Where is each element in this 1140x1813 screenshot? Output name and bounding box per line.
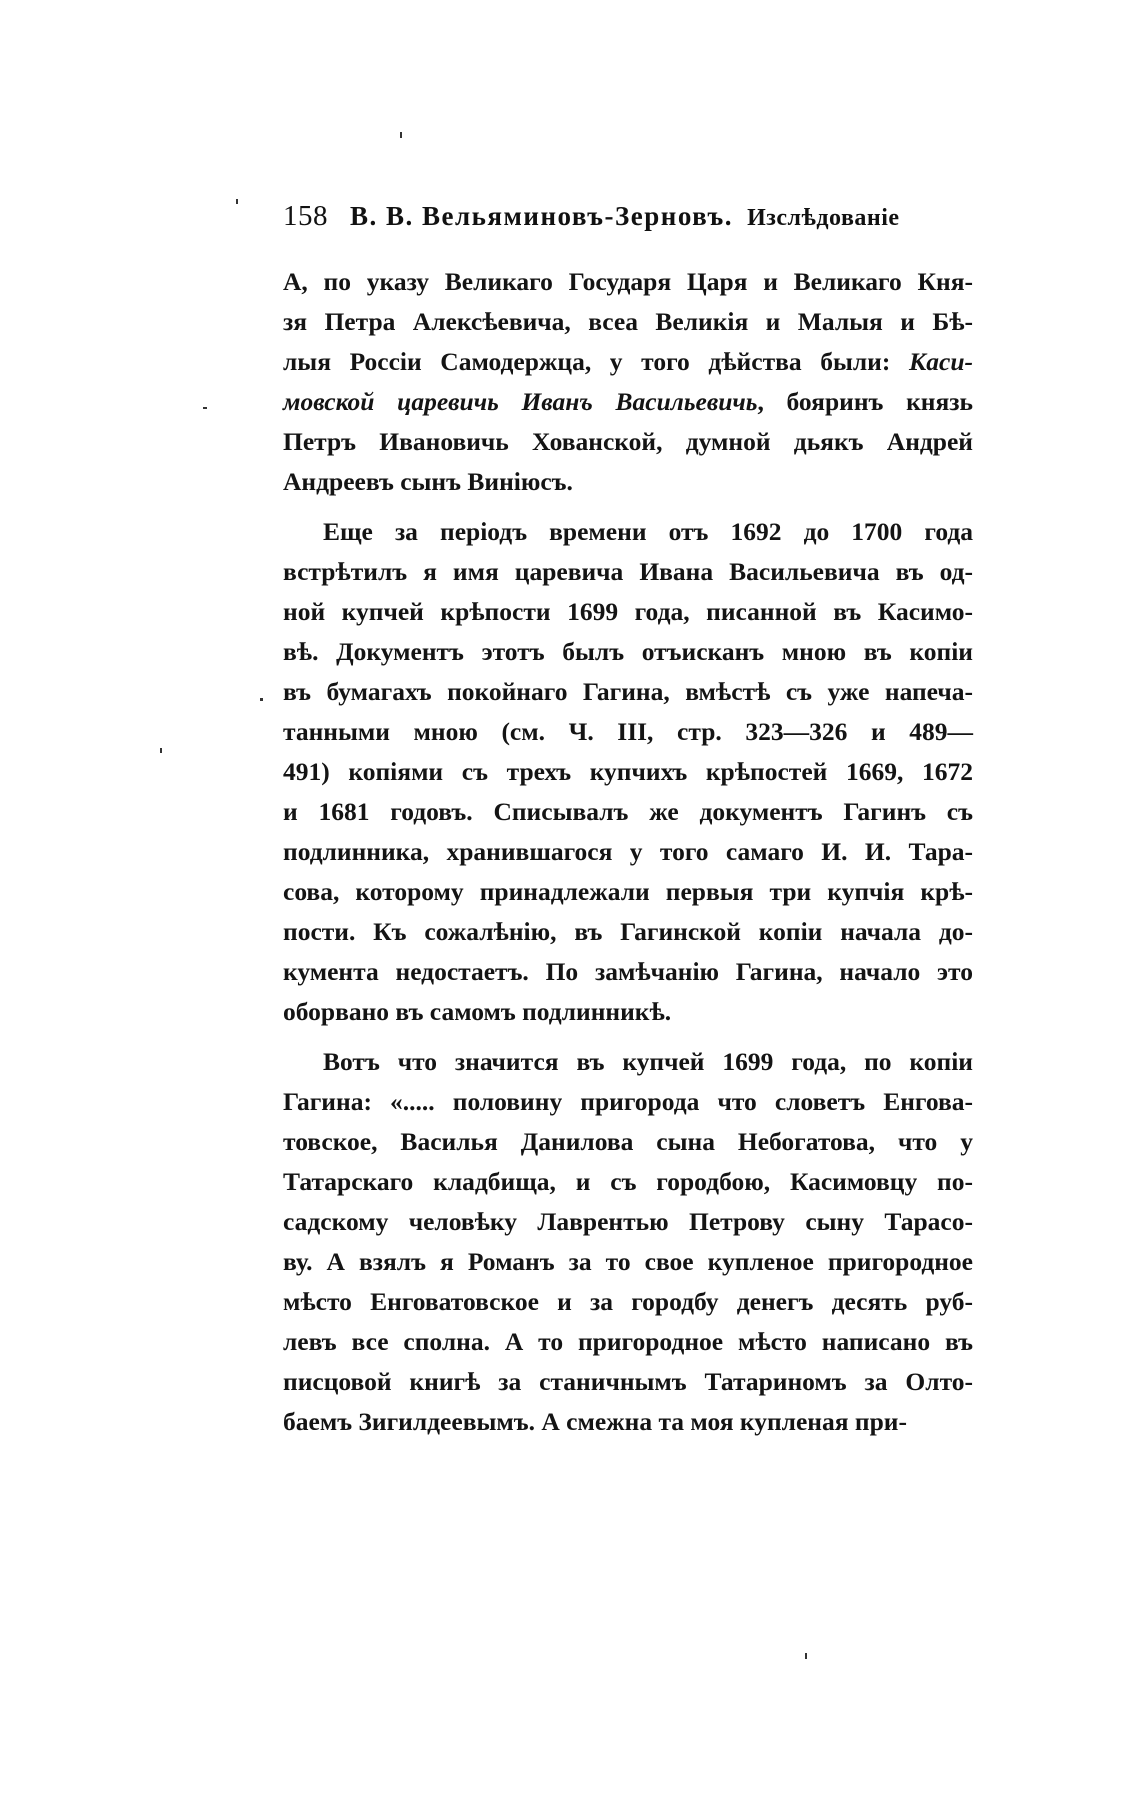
text-line: Еще за періодъ времени отъ 1692 до 1700 года (323, 517, 973, 546)
text-line: А, по указу Великаго Государя Царя и Великаго Кня- (283, 267, 973, 296)
running-head-title: Изслѣдованіе (747, 205, 900, 231)
text-line: въ бумагахъ покойнаго Гагина, вмѣстѣ съ уже напеча- (283, 677, 973, 706)
text-line (283, 382, 973, 422)
page-number: 158 (283, 200, 328, 232)
text-line: зя Петра Алексѣевича, всеа Великія и Малыя и Бѣ- (283, 307, 973, 336)
text-line: Вотъ что значится въ купчей 1699 года, по копіи (323, 1047, 973, 1076)
text-segment: , бояринъ князь (757, 387, 973, 416)
text-line: ной купчей крѣпости 1699 года, писанной въ Касимо- (283, 597, 973, 626)
text-line: товское, Василья Данилова сына Небогатова, что у (283, 1127, 973, 1156)
text-line: подлинника, хранившагося у того самаго И. И. Тара- (283, 837, 973, 866)
text-line: Татарскаго кладбища, и съ городбою, Касимовцу по- (283, 1167, 973, 1196)
scan-speck (160, 748, 162, 753)
text-line: Петръ Ивановичь Хованской, думной дьякъ Андрей (283, 427, 973, 456)
text-line: и 1681 годовъ. Списывалъ же документъ Гагинъ съ (283, 797, 973, 826)
text-line: левъ все сполна. А то пригородное мѣсто написано въ (283, 1327, 973, 1356)
text-line: ву. А взялъ я Романъ за то свое купленое пригородное (283, 1247, 973, 1276)
scan-speck (400, 132, 402, 138)
text-line: баемъ Зигилдеевымъ. А смежна та моя купленая при- (283, 1407, 907, 1436)
running-head (283, 200, 993, 240)
scan-speck (236, 199, 238, 204)
running-head-author: В. В. Вельяминовъ-Зерновъ. (350, 201, 734, 231)
text-line: кумента недостаетъ. По замѣчанію Гагина, начало это (283, 957, 973, 986)
text-line: 491) копіями съ трехъ купчихъ крѣпостей 1669, 1672 (283, 757, 973, 786)
paragraph-gap (283, 502, 973, 512)
text-line: оборвано въ самомъ подлинникѣ. (283, 997, 672, 1026)
text-segment: Каси- (908, 347, 973, 376)
text-line: танными мною (см. Ч. III, стр. 323—326 и 489— (283, 717, 973, 746)
text-line: Андреевъ сынъ Виніюсъ. (283, 467, 573, 496)
scan-speck (260, 698, 263, 701)
body-text (283, 262, 973, 1442)
text-line: писцовой книгѣ за станичнымъ Татариномъ за Олто- (283, 1367, 973, 1396)
text-line: садскому человѣку Лаврентью Петрову сыну Тарасо- (283, 1207, 973, 1236)
scan-speck (805, 1653, 807, 1659)
text-line: вѣ. Документъ этотъ былъ отъисканъ мною въ копіи (283, 637, 973, 666)
text-line: пости. Къ сожалѣнію, въ Гагинской копіи начала до- (283, 917, 973, 946)
paragraph-gap (283, 1032, 973, 1042)
text-segment: мовской царевичь Иванъ Васильевичь (283, 387, 758, 416)
scan-speck (203, 407, 207, 409)
text-segment: лыя Россіи Самодержца, у того дѣйства были: (283, 347, 909, 376)
text-line: мѣсто Енговатовское и за городбу денегъ десять руб- (283, 1287, 973, 1316)
text-line: Гагина: «..... половину пригорода что словетъ Енгова- (283, 1087, 973, 1116)
text-line (283, 342, 973, 382)
text-line: сова, которому принадлежали первыя три купчія крѣ- (283, 877, 973, 906)
text-line: встрѣтилъ я имя царевича Ивана Васильевича въ од- (283, 557, 973, 586)
